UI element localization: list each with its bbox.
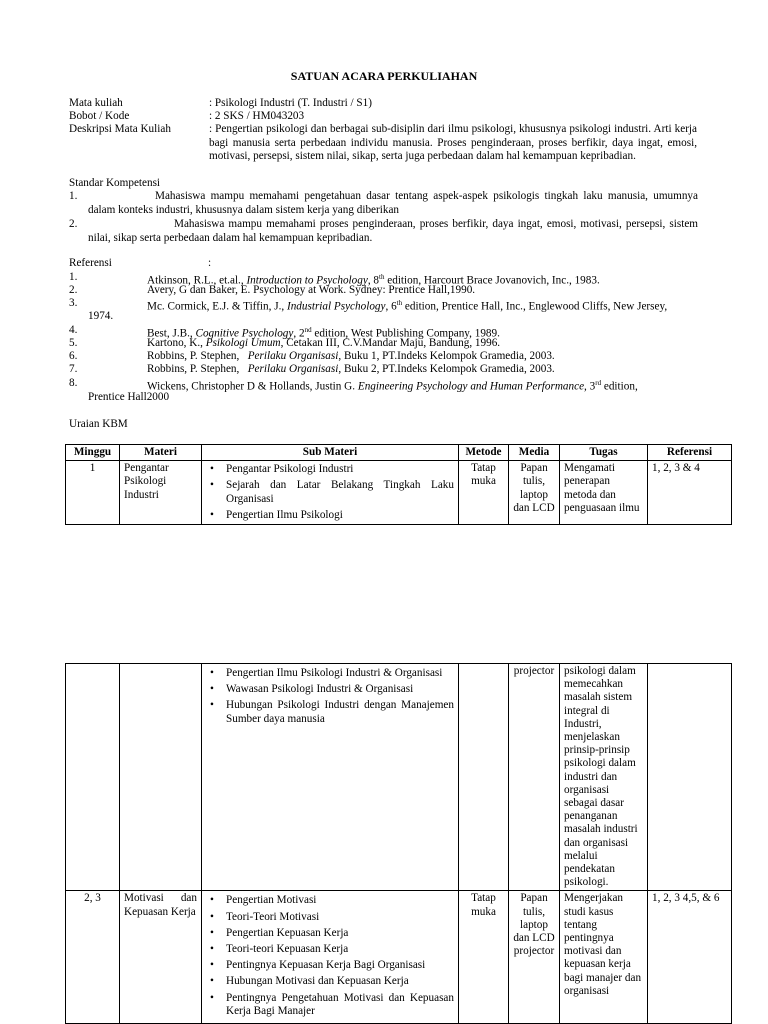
ref-4-sup: nd [304,326,312,334]
ref-8-author: Wickens, Christopher D & Hollands, Justin G. [147,380,358,393]
ref-num-5: 5. [69,337,78,349]
row2-materi: Motivasi dan Kepuasan Kerja [120,891,202,1024]
list-item: • Wawasan Psikologi Industri & Organisasi [206,683,454,696]
header-materi: Materi [120,445,202,461]
ref-5-title: Psikologi Umum [205,337,281,349]
ref-7-rest: , Buku 2, PT.Indeks Kelompok Gramedia, 2003. [338,363,555,375]
ref-8-ed: 3 [586,380,596,393]
ref-item-8 [147,377,697,394]
kbm-table-page-2 [65,663,732,1024]
ref-1-author: Atkinson, R.L., et.al., [147,274,247,287]
row2-media: Papan tulis, laptop dan LCD projector [509,891,560,1024]
list-item: • Pentingnya Kepuasan Kerja Bagi Organisasi [206,959,454,972]
row1cont-materi [120,664,202,891]
kompetensi-num-2: 2. [69,218,78,230]
ref-4-ed: , 2 [293,327,305,340]
ref-item-3 [147,297,697,314]
ref-6-author: Robbins, P. Stephen, [147,350,248,362]
list-item: • Pengertian Ilmu Psikologi Industri & Organisasi [206,667,454,680]
row2-minggu: 2, 3 [66,891,120,1024]
referensi-heading: Referensi [69,257,112,269]
page-title: SATUAN ACARA PERKULIAHAN [290,69,478,83]
list-item: • Hubungan Motivasi dan Kepuasan Kerja [206,975,454,988]
ref-num-3: 3. [69,297,78,309]
ref-1-rest: edition, Harcourt Brace Jovanovich, Inc., 1983. [384,274,600,287]
ref-1-ed: , 8 [367,274,380,287]
ref-5-rest: , Cetakan III, C.V.Mandar Maju, Bandung, 1996. [280,337,501,349]
ref-7-author: Robbins, P. Stephen, [147,363,248,375]
header-referensi: Referensi [648,445,732,461]
list-item: • Hubungan Psikologi Industri dengan Manajemen Sumber daya manusia [206,699,454,725]
row1cont-metode [459,664,509,891]
list-item: • Pentingnya Pengetahuan Motivasi dan Kepuasan Kerja Bagi Manajer [206,992,454,1018]
ref-3-ed: , 6 [385,300,397,313]
ref-item-2: Avery, G dan Baker, E. Psychology at Work. Sydney: Prentice Hall,1990. [147,284,476,296]
row1-materi: Pengantar Psikologi Industri [120,461,202,525]
ref-num-8: 8. [69,377,78,389]
table-row [66,891,732,1024]
table-row [66,664,732,891]
row1-metode: Tatap muka [459,461,509,525]
ref-3-rest: edition, Prentice Hall, Inc., Englewood Cliffs, New Jersey, [402,300,668,313]
list-item: • Teori-Teori Motivasi [206,911,454,924]
list-item: • Pengertian Ilmu Psikologi [206,509,454,522]
ref-3-author: Mc. Cormick, E.J. & Tiffin, J., [147,300,287,313]
row2-referensi: 1, 2, 3 4,5, & 6 [648,891,732,1024]
row1cont-tugas: psikologi dalam memecahkan masalah sistem integral di Industri, menjelaskan prinsip-prinsip psikologi dalam industri dan organisasi sebagai dasar penanganan masalah industri dan organisasi melalui pendekatan psikologi. [560,664,648,891]
row2-sub-materi [202,891,459,1024]
mata-kuliah-label: Mata kuliah [69,97,123,109]
ref-1-title: Introduction to Psychology [246,274,368,287]
row1cont-referensi [648,664,732,891]
deskripsi-label: Deskripsi Mata Kuliah [69,123,171,135]
row1cont-minggu [66,664,120,891]
table-row [66,461,732,525]
row1-media: Papan tulis, laptop dan LCD [509,461,560,525]
row1-tugas: Mengamati penerapan metoda dan penguasaan ilmu [560,461,648,525]
bobot-value: : 2 SKS / HM043203 [209,110,305,122]
row1cont-media: projector [509,664,560,891]
mata-kuliah-value: : Psikologi Industri (T. Industri / S1) [209,97,372,109]
row1-minggu: 1 [66,461,120,525]
ref-6-rest: , Buku 1, PT.Indeks Kelompok Gramedia, 2003. [338,350,555,362]
ref-item-7 [147,363,697,377]
ref-4-rest: edition, West Publishing Company, 1989. [311,327,500,340]
ref-8-cont: Prentice Hall2000 [88,391,170,403]
ref-num-2: 2. [69,284,78,296]
ref-3-title: Industrial Psychology [286,300,386,313]
kbm-heading: Uraian KBM [69,418,128,430]
header-tugas: Tugas [560,445,648,461]
ref-3-sup: th [396,299,403,307]
ref-num-6: 6. [69,350,78,362]
ref-item-5 [147,337,697,351]
ref-item-6 [147,350,697,364]
deskripsi-value: : Pengertian psikologi dan berbagai sub-disiplin dari ilmu psikologi, khususnya psikologi industri. Arti kerja bagi manusia serta perbedaan individu manusia. Proses penginderaan, proses berfikir, daya ingat, emosi, motivasi, persepsi, sistem nilai, sikap, serta juga perbedaan dalam hal kemampuan kepribadian. [209,123,697,162]
list-item: • Pengantar Psikologi Industri [206,463,454,476]
row1-sub-materi [202,461,459,525]
ref-6-title: Perilaku Organisasi [247,350,339,362]
referensi-colon: : [208,257,212,269]
kompetensi-num-1: 1. [69,190,78,202]
ref-5-author: Kartono, K., [147,337,206,349]
kompetensi-text-2-content: Mahasiswa mampu memahami proses penginderaan, proses berfikir, daya ingat, emosi, motivasi, persepsi, sistem nilai, sikap serta perbedaan dalam hal kemampuan kepribadian. [88,218,698,244]
kompetensi-text-1-content: Mahasiswa mampu memahami pengetahuan dasar tentang aspek-aspek psikologis tingkah laku manusia, umumnya dalam konteks industri, khususnya dalam sistem kerja yang diberikan [88,190,698,216]
list-item: • Teori-teori Kepuasan Kerja [206,943,454,956]
kbm-table-page-1 [65,444,732,525]
header-media: Media [509,445,560,461]
ref-8-rest: edition, [601,380,638,393]
ref-8-title: Engineering Psychology and Human Performance, [357,380,587,393]
kompetensi-heading: Standar Kompetensi [69,177,161,189]
ref-3-cont: 1974. [88,310,114,322]
ref-num-1: 1. [69,271,78,283]
header-minggu: Minggu [66,445,120,461]
header-sub-materi: Sub Materi [202,445,459,461]
row1-referensi: 1, 2, 3 & 4 [648,461,732,525]
ref-4-author: Best, J.B., [147,327,196,340]
ref-4-title: Cognitive Psychology [195,327,294,340]
list-item: • Pengertian Motivasi [206,894,454,907]
ref-1-sup: th [379,273,385,281]
ref-7-title: Perilaku Organisasi [247,363,339,375]
ref-8-sup: rd [595,379,602,387]
row1cont-sub-materi [202,664,459,891]
ref-num-7: 7. [69,363,78,375]
list-item: • Pengertian Kepuasan Kerja [206,927,454,940]
list-item: • Sejarah dan Latar Belakang Tingkah Laku Organisasi [206,479,454,505]
ref-num-4: 4. [69,324,78,336]
kompetensi-text-2 [88,218,698,245]
header-metode: Metode [459,445,509,461]
kompetensi-text-1 [88,190,698,217]
row2-tugas: Mengerjakan studi kasus tentang pentingnya motivasi dan kepuasan kerja bagi manajer dan organisasi [560,891,648,1024]
row2-metode: Tatap muka [459,891,509,1024]
bobot-label: Bobot / Kode [69,110,130,122]
table-header-row [66,445,732,461]
